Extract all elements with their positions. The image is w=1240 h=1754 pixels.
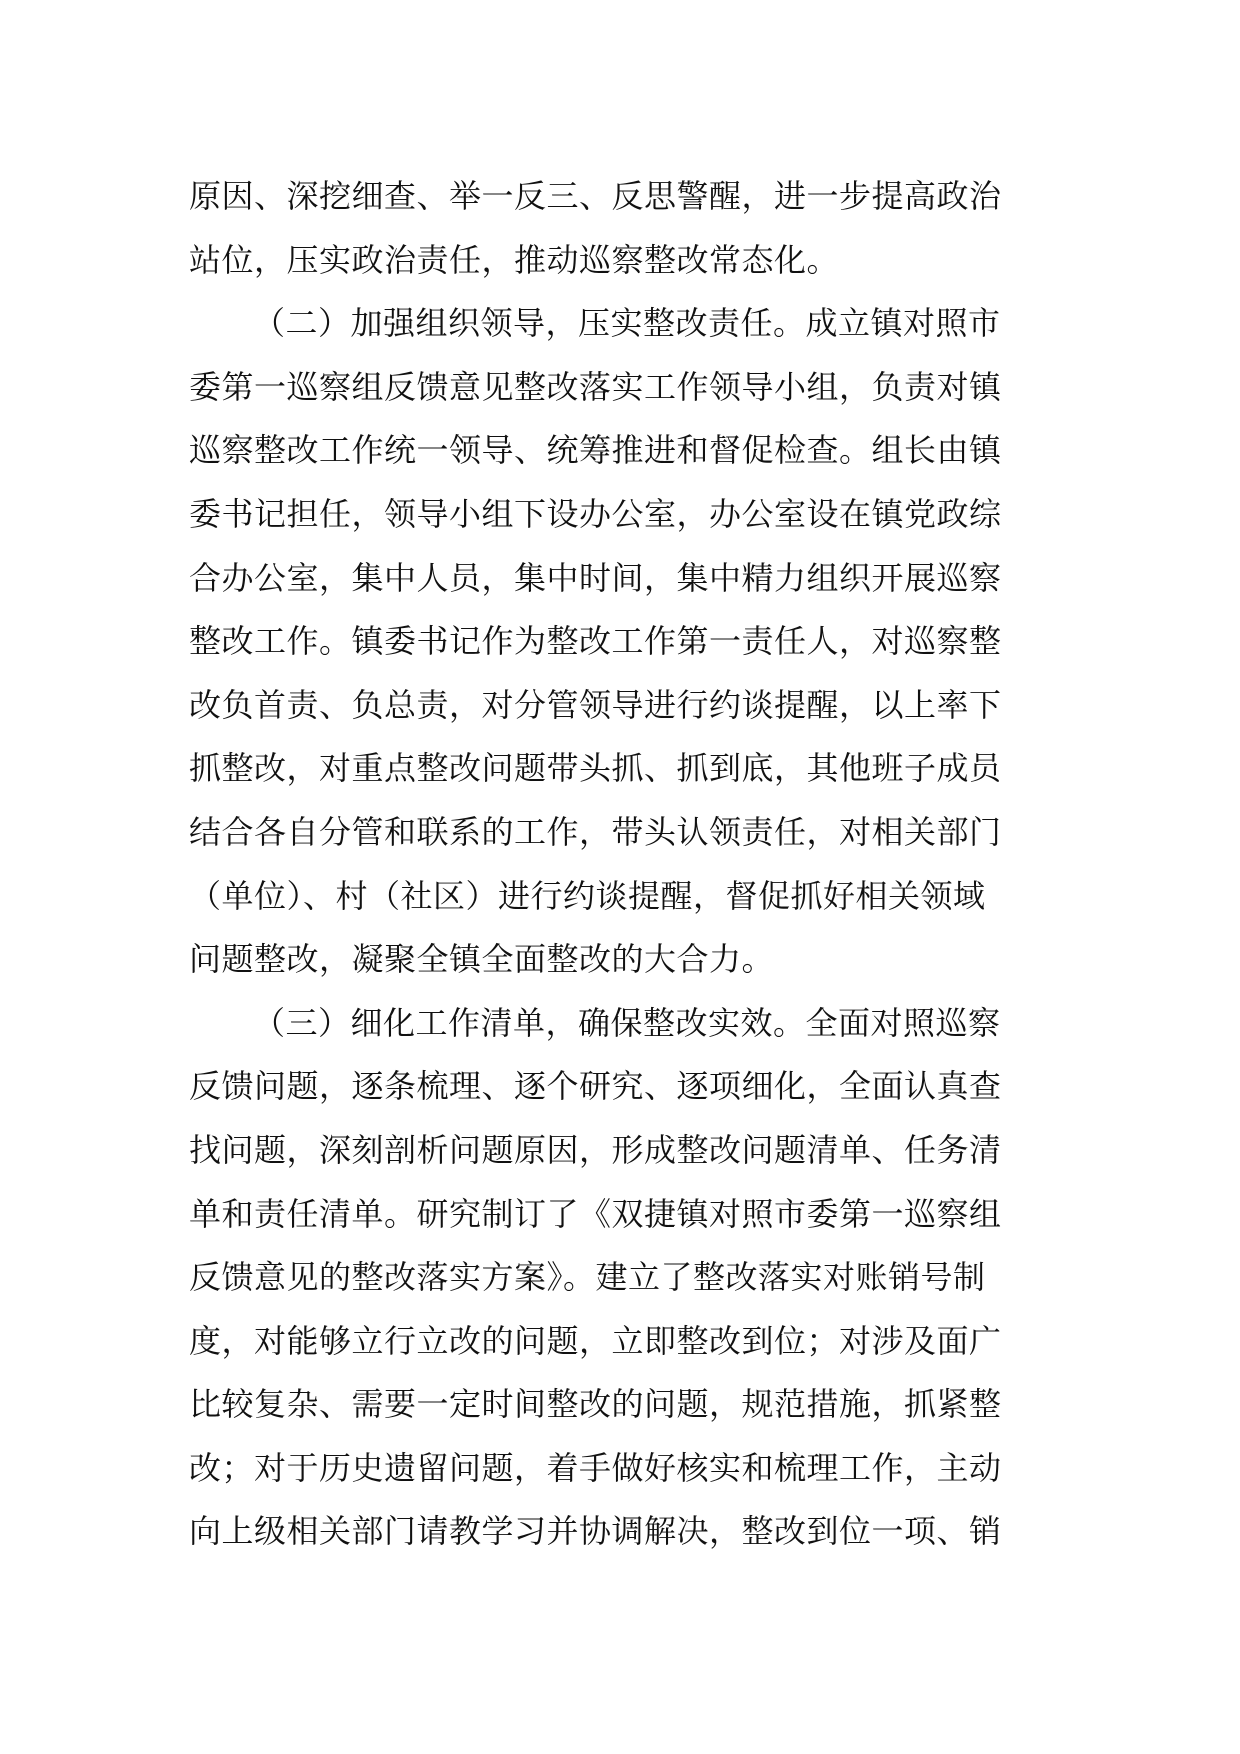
text-line: 委第一巡察组反馈意见整改落实工作领导小组，负责对镇 [189,367,1002,406]
paragraph-heading-line: （三）细化工作清单，确保整改实效。全面对照巡察 [253,1003,1001,1042]
paragraph-heading-line: （二）加强组织领导，压实整改责任。成立镇对照市 [253,304,1001,343]
paragraph-1 [189,165,1069,292]
text-line: 原因、深挖细查、举一反三、反思警醒，进一步提高政治 [189,177,1002,215]
text-line: 抓整改，对重点整改问题带头抓、抓到底，其他班子成员 [189,749,1002,788]
text-line: 整改工作。镇委书记作为整改工作第一责任人，对巡察整 [189,622,1002,661]
text-line: 合办公室，集中人员，集中时间，集中精力组织开展巡察 [189,558,1002,597]
text-line: 比较复杂、需要一定时间整改的问题，规范措施，抓紧整 [189,1385,1002,1424]
text-line: 找问题，深刻剖析问题原因，形成整改问题清单、任务清 [189,1130,1002,1169]
text-line: 问题整改，凝聚全镇全面整改的大合力。 [189,940,775,979]
text-line: 结合各自分管和联系的工作，带头认领责任，对相关部门 [189,812,1002,851]
paragraph-3 [189,992,1069,1564]
text-line: 巡察整改工作统一领导、统筹推进和督促检查。组长由镇 [189,431,1002,470]
text-line: 站位，压实政治责任，推动巡察整改常态化。 [189,240,840,279]
text-line: 反馈意见的整改落实方案》。建立了整改落实对账销号制 [189,1258,986,1297]
text-line: 委书记担任，领导小组下设办公室，办公室设在镇党政综 [189,494,1002,533]
text-line: 度，对能够立行立改的问题，立即整改到位；对涉及面广 [189,1321,1002,1360]
document-body [189,165,1069,1564]
text-line: 改负首责、负总责，对分管领导进行约谈提醒，以上率下 [189,685,1002,724]
text-line: 反馈问题，逐条梳理、逐个研究、逐项细化，全面认真查 [189,1067,1002,1106]
paragraph-2 [189,292,1069,992]
text-line: 向上级相关部门请教学习并协调解决，整改到位一项、销 [189,1512,1002,1551]
text-line: （单位）、村（社区）进行约谈提醒，督促抓好相关领域 [189,876,986,915]
text-line: 单和责任清单。研究制订了《双捷镇对照市委第一巡察组 [189,1194,1002,1233]
text-line: 改；对于历史遗留问题，着手做好核实和梳理工作，主动 [189,1448,1002,1487]
